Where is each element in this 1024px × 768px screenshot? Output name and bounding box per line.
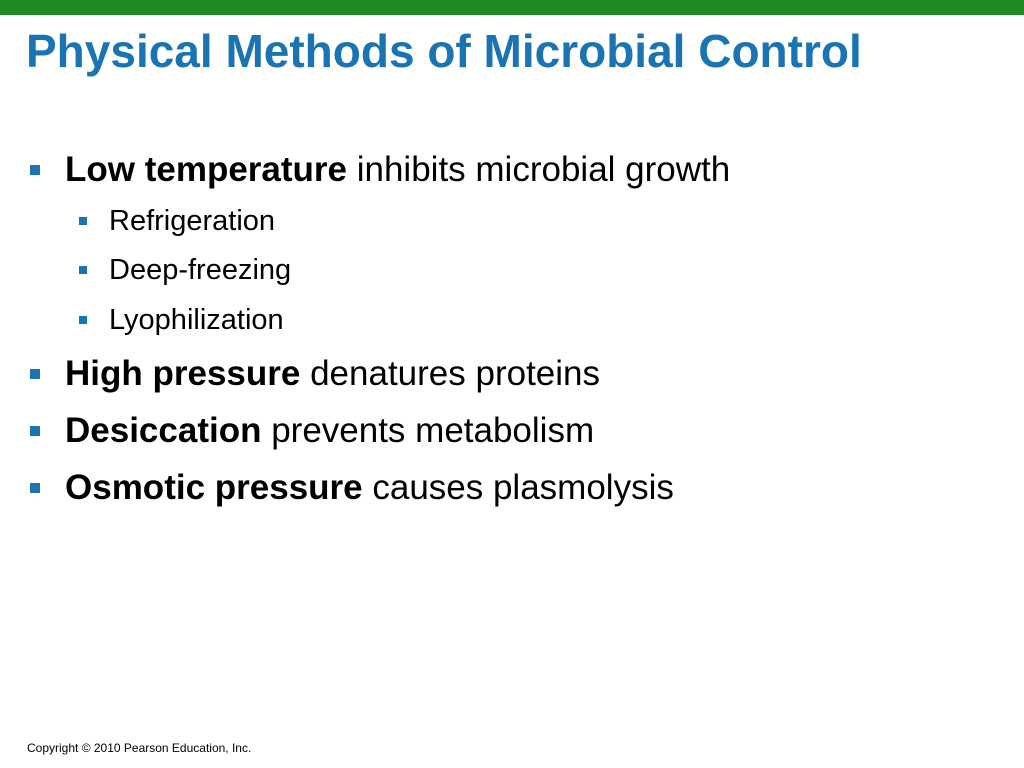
square-bullet-icon [79, 316, 87, 324]
copyright-footer: Copyright © 2010 Pearson Education, Inc. [27, 741, 252, 755]
bullet-description: causes plasmolysis [362, 468, 674, 507]
bullet-osmotic-pressure [30, 467, 674, 509]
square-bullet-icon [30, 426, 40, 436]
bullet-text [65, 467, 674, 509]
bullet-high-pressure [30, 353, 600, 395]
sub-bullet-text: Lyophilization [109, 304, 284, 336]
sub-bullet-text: Deep-freezing [109, 254, 292, 286]
sub-bullet-text: Refrigeration [109, 205, 276, 237]
bullet-desiccation [30, 410, 594, 452]
bullet-text [65, 353, 600, 395]
square-bullet-icon [30, 165, 40, 175]
bullet-description: prevents metabolism [261, 411, 595, 450]
square-bullet-icon [79, 217, 87, 225]
sub-bullet-lyophilization [79, 302, 284, 338]
bullet-term: Low temperature [65, 150, 347, 189]
bullet-term: High pressure [65, 354, 301, 393]
square-bullet-icon [30, 369, 40, 379]
slide-title: Physical Methods of Microbial Control [26, 25, 862, 77]
bullet-low-temperature [30, 149, 730, 191]
bullet-term: Desiccation [65, 411, 262, 450]
bullet-description: denatures proteins [300, 354, 600, 393]
bullet-text [65, 149, 730, 191]
bullet-description: inhibits microbial growth [347, 150, 731, 189]
sub-bullet-refrigeration [79, 203, 275, 239]
bullet-text [65, 410, 594, 452]
bullet-term: Osmotic pressure [65, 468, 363, 507]
square-bullet-icon [79, 266, 87, 274]
sub-bullet-deep-freezing [79, 252, 291, 288]
square-bullet-icon [30, 483, 40, 493]
